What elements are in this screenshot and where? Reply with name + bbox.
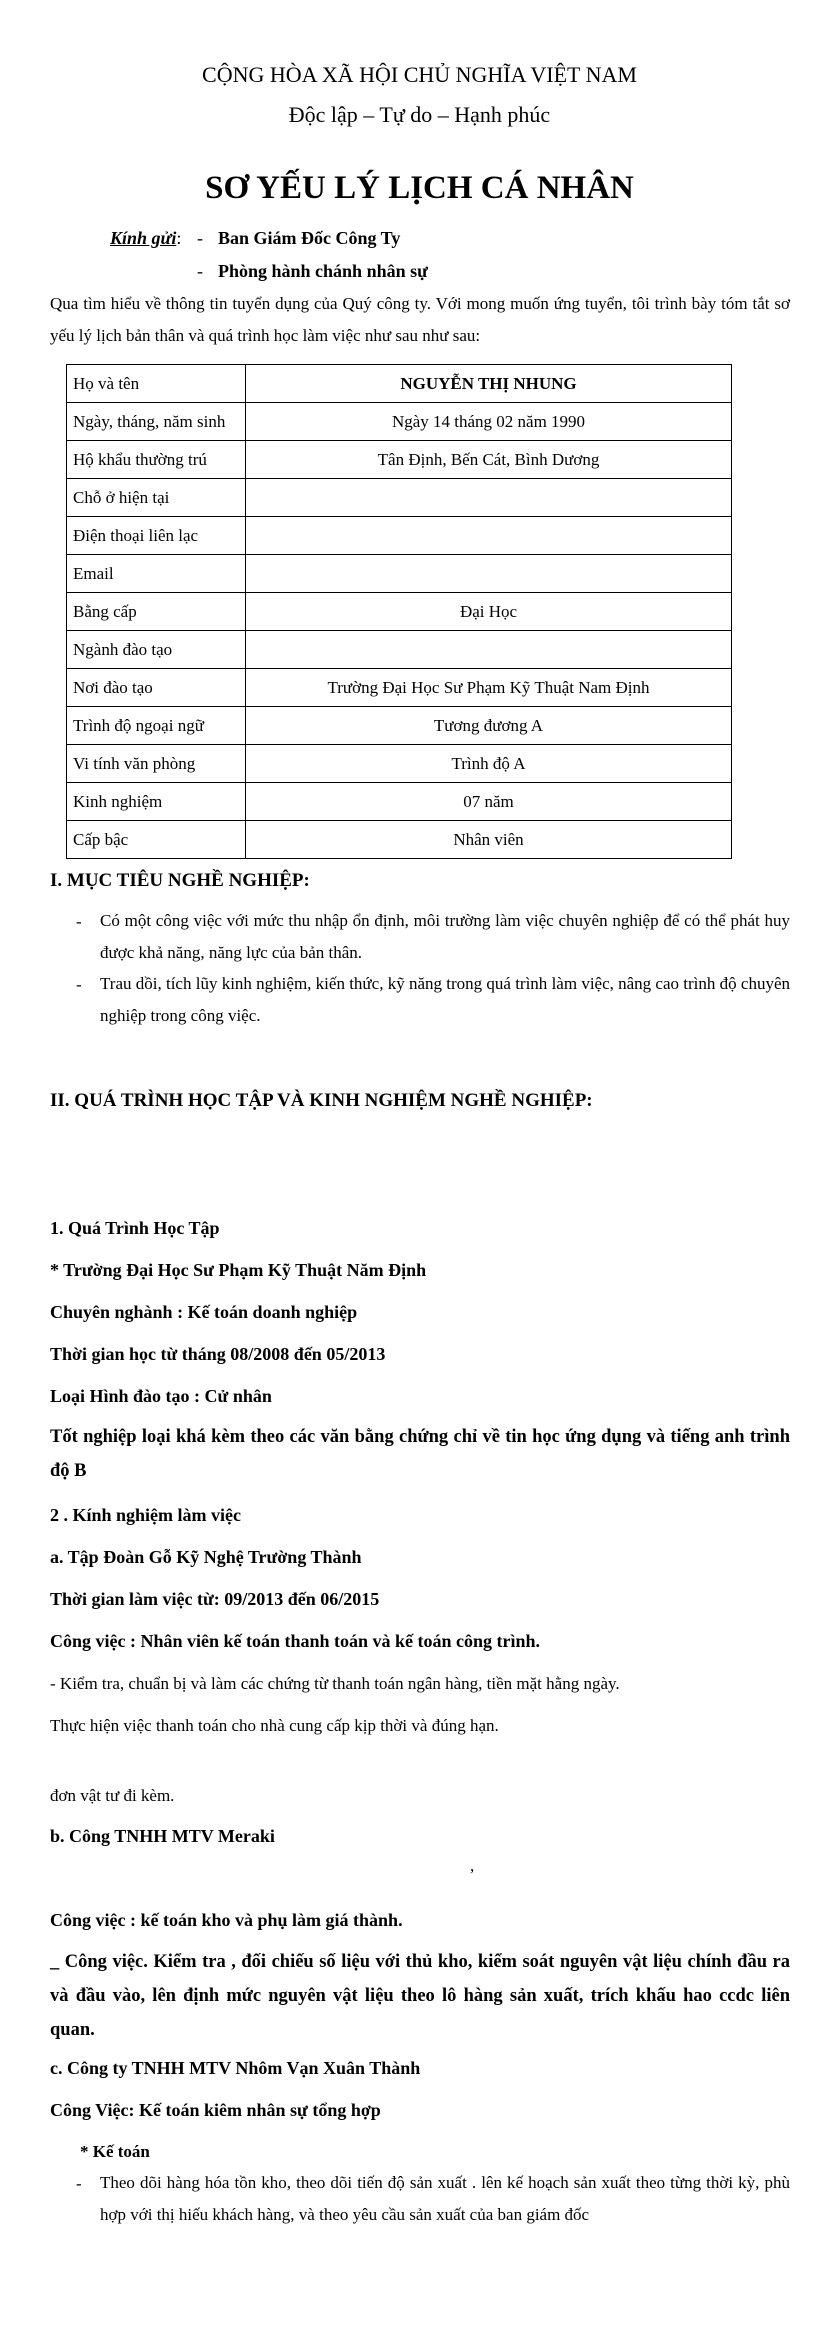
recipient-2: Phòng hành chánh nhân sự (218, 261, 428, 281)
company-c-task: Theo dõi hàng hóa tồn kho, theo dõi tiến độ sản xuất . lên kế hoạch sản xuất theo từng thời kỳ, phù hợp với thị hiếu khách hàng, và theo yêu cầu sản xuất của ban giám đốc (100, 2173, 790, 2224)
info-value: Trình độ A (246, 745, 732, 783)
company-c-role: * Kế toán (80, 2142, 150, 2161)
graduation-note: Tốt nghiệp loại khá kèm theo các văn bằng chứng chỉ về tin học ứng dụng và tiếng anh trình độ B (50, 1427, 790, 1481)
company-b-job: Công việc : kế toán kho và phụ làm giá thành. (50, 1910, 403, 1930)
info-row (67, 555, 732, 593)
section-2-heading: II. QUÁ TRÌNH HỌC TẬP VÀ KINH NGHIỆM NGHỀ NGHIỆP: (50, 1090, 593, 1111)
info-label: Ngành đào tạo (67, 631, 246, 669)
recipient-1-dash: - (197, 228, 203, 248)
company-a-task-2: Thực hiện việc thanh toán cho nhà cung cấp kịp thời và đúng hạn. (50, 1716, 499, 1735)
nation-header: CỘNG HÒA XÃ HỘI CHỦ NGHĨA VIỆT NAM (202, 62, 637, 87)
info-label: Cấp bậc (67, 821, 246, 859)
company-a-time: Thời gian làm việc từ: 09/2013 đến 06/2015 (50, 1589, 380, 1609)
info-label: Nơi đào tạo (67, 669, 246, 707)
section-1-heading: I. MỤC TIÊU NGHỀ NGHIỆP: (50, 870, 310, 891)
info-row (67, 669, 732, 707)
addressee-label: Kính gửi (110, 228, 177, 248)
experience-heading: 2 . Kính nghiệm làm việc (50, 1505, 242, 1525)
degree-type: Loại Hình đào tạo : Cử nhân (50, 1386, 272, 1406)
info-row (67, 745, 732, 783)
company-c-name: c. Công ty TNHH MTV Nhôm Vạn Xuân Thành (50, 2058, 421, 2078)
info-value: Trường Đại Học Sư Phạm Kỹ Thuật Nam Định (246, 669, 732, 707)
school-name: * Trường Đại Học Sư Phạm Kỹ Thuật Năm Định (50, 1260, 427, 1280)
info-row (67, 403, 732, 441)
company-a-name: a. Tập Đoàn Gỗ Kỹ Nghệ Trường Thành (50, 1547, 362, 1567)
intro-paragraph: Qua tìm hiểu về thông tin tuyển dụng của Quý công ty. Với mong muốn ứng tuyển, tôi trình bày tóm tắt sơ yếu lý lịch bản thân và quá trình học làm việc như sau như sau: (50, 294, 790, 345)
study-time: Thời gian học từ tháng 08/2008 đến 05/2013 (50, 1344, 386, 1364)
company-c-job: Công Việc: Kế toán kiêm nhân sự tổng hợp (50, 2100, 381, 2120)
bullet-dash: - (76, 975, 82, 994)
info-row (67, 517, 732, 555)
info-label: Họ và tên (67, 365, 246, 403)
recipient-2-dash: - (197, 261, 203, 281)
info-value: Nhân viên (246, 821, 732, 859)
info-label: Kinh nghiệm (67, 783, 246, 821)
motto: Độc lập – Tự do – Hạnh phúc (288, 102, 551, 127)
company-a-task-1: - Kiểm tra, chuẩn bị và làm các chứng từ thanh toán ngân hàng, tiền mặt hằng ngày. (50, 1674, 620, 1693)
info-row (67, 593, 732, 631)
info-row (67, 365, 732, 403)
company-a-job: Công việc : Nhân viên kế toán thanh toán và kế toán công trình. (50, 1631, 541, 1651)
company-b-name: b. Công TNHH MTV Meraki (50, 1826, 275, 1846)
info-value (246, 517, 732, 555)
info-row (67, 783, 732, 821)
info-value: Ngày 14 tháng 02 năm 1990 (246, 403, 732, 441)
info-row (67, 479, 732, 517)
info-label: Hộ khẩu thường trú (67, 441, 246, 479)
career-goal-2: Trau dồi, tích lũy kinh nghiệm, kiến thức, kỹ năng trong quá trình làm việc, nâng cao trình độ chuyên nghiệp trong công việc. (100, 974, 790, 1025)
info-label: Ngày, tháng, năm sinh (67, 403, 246, 441)
info-value: NGUYỄN THỊ NHUNG (246, 365, 732, 403)
info-value (246, 631, 732, 669)
major: Chuyên nghành : Kế toán doanh nghiệp (50, 1302, 358, 1322)
info-label: Điện thoại liên lạc (67, 517, 246, 555)
bullet-dash: - (76, 2174, 82, 2193)
info-row (67, 441, 732, 479)
info-value: Tương đương A (246, 707, 732, 745)
info-value: Tân Định, Bến Cát, Bình Dương (246, 441, 732, 479)
stray-comma: , (470, 1856, 475, 1875)
info-value (246, 555, 732, 593)
career-goal-1: Có một công việc với mức thu nhập ổn định, môi trường làm việc chuyên nghiệp để có thể phát huy được khả năng, năng lực của bản thân. (100, 911, 790, 962)
info-row (67, 821, 732, 859)
info-label: Email (67, 555, 246, 593)
page-title: SƠ YẾU LÝ LỊCH CÁ NHÂN (205, 170, 634, 206)
education-heading: 1. Quá Trình Học Tập (50, 1218, 220, 1238)
info-label: Chỗ ở hiện tại (67, 479, 246, 517)
info-label: Bằng cấp (67, 593, 246, 631)
info-label: Trình độ ngoại ngữ (67, 707, 246, 745)
personal-info-table (66, 364, 732, 859)
info-row (67, 707, 732, 745)
info-value (246, 479, 732, 517)
addressee-label-line (110, 228, 181, 249)
info-value: Đại Học (246, 593, 732, 631)
company-a-task-3: đơn vật tư đi kèm. (50, 1786, 175, 1805)
bullet-dash: - (76, 912, 82, 931)
info-value: 07 năm (246, 783, 732, 821)
addressee-colon: : (176, 228, 182, 248)
info-row (67, 631, 732, 669)
company-b-detail: _ Công việc. Kiểm tra , đối chiếu số liệu với thủ kho, kiểm soát nguyên vật liệu chính đầu ra và đầu vào, lên định mức nguyên vật liệu theo lô hàng sản xuất, trích khấu hao ccdc liên quan. (50, 1952, 790, 2040)
recipient-1: Ban Giám Đốc Công Ty (218, 228, 401, 248)
info-label: Vi tính văn phòng (67, 745, 246, 783)
